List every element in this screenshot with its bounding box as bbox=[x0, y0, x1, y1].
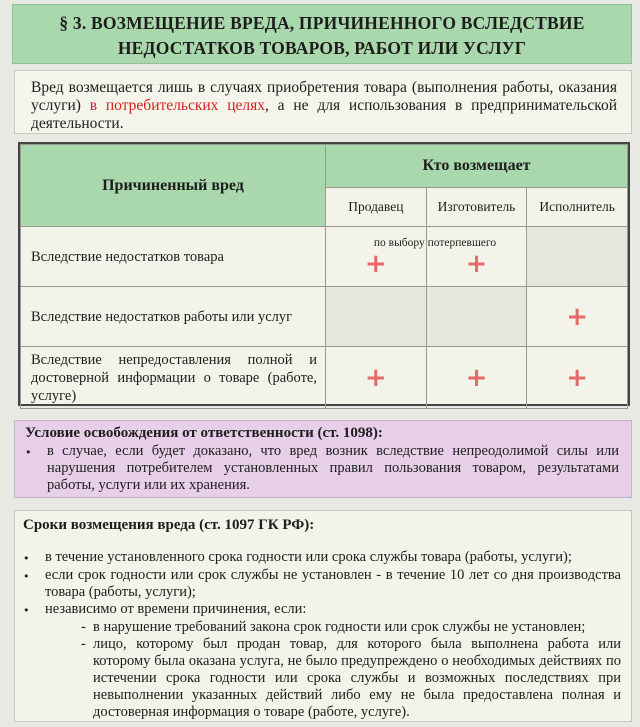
column-contractor: Исполнитель bbox=[527, 188, 628, 227]
plus-mark-icon: + bbox=[465, 362, 488, 393]
intro-paragraph bbox=[14, 70, 632, 134]
terms-item: если срок годности или срок службы не установлен - в течение 10 лет со дня производства товара (работы, услуги); bbox=[45, 567, 621, 600]
cell-seller bbox=[326, 347, 427, 409]
cell-contractor bbox=[527, 227, 628, 287]
cell-contractor bbox=[527, 347, 628, 409]
plus-mark-icon: + bbox=[566, 362, 589, 393]
column-seller: Продавец bbox=[326, 188, 427, 227]
list-item bbox=[23, 549, 621, 567]
list-item bbox=[25, 443, 619, 494]
plus-mark-icon: + bbox=[465, 248, 488, 279]
table-row bbox=[21, 227, 628, 287]
cell-manufacturer bbox=[426, 227, 527, 287]
list-item bbox=[23, 601, 621, 619]
choice-note: по выбору потерпевшего bbox=[373, 237, 497, 249]
column-manufacturer: Изготовитель bbox=[426, 188, 527, 227]
cell-seller bbox=[326, 287, 427, 347]
sub-list-item bbox=[23, 619, 621, 636]
cell-contractor bbox=[527, 287, 628, 347]
row-label: Вследствие непредоставления полной и достоверной информации о товаре (работе, услуге) bbox=[21, 347, 326, 409]
page-title bbox=[12, 4, 632, 64]
dash-icon: - bbox=[81, 619, 86, 635]
intro-text-after: , а не для использования в предпринимательской деятельности. bbox=[31, 97, 617, 132]
exemption-condition bbox=[14, 420, 632, 498]
plus-mark-icon: + bbox=[364, 248, 387, 279]
bullet-icon: • bbox=[23, 604, 30, 617]
plus-mark-icon: + bbox=[566, 301, 589, 332]
header-cause: Причиненный вред bbox=[21, 145, 326, 227]
dash-icon: - bbox=[81, 636, 86, 652]
bullet-icon: • bbox=[23, 552, 30, 565]
page-title-line-1: § 3. ВОЗМЕЩЕНИЕ ВРЕДА, ПРИЧИНЕННОГО ВСЛЕДСТВИЕ bbox=[59, 13, 585, 33]
cell-manufacturer bbox=[426, 347, 527, 409]
list-item bbox=[23, 567, 621, 601]
condition-item: в случае, если будет доказано, что вред возник вследствие непреодолимой силы или нарушения потребителем установленных правил пользования товаром, результатами работы, услуги или их хранения. bbox=[47, 443, 619, 493]
terms-subitem: в нарушение требований закона срок годности или срок службы не установлен; bbox=[93, 619, 586, 635]
plus-mark-icon: + bbox=[364, 362, 387, 393]
terms-subitem: лицо, которому был продан товар, для которого была выполнена работа или которому была оказана услуга, не было предупреждено о необходимых действиях по истечении срока годности или срока службы и возможных последствиях при невыполнении указанных действий либо ему не была предоставлена полная и достоверная информация о товаре (работе, услуге). bbox=[93, 636, 621, 720]
row-label: Вследствие недостатков товара bbox=[21, 227, 326, 287]
sub-list-item bbox=[23, 636, 621, 721]
intro-highlight: в потребительских целях bbox=[89, 97, 265, 114]
compensation-terms bbox=[14, 510, 632, 722]
condition-title: Условие освобождения от ответственности (ст. 1098): bbox=[25, 425, 383, 441]
table-row bbox=[21, 287, 628, 347]
page-title-line-2: НЕДОСТАТКОВ ТОВАРОВ, РАБОТ ИЛИ УСЛУГ bbox=[117, 38, 527, 58]
intro-text-before: Вред возмещается лишь в случаях приобретения товара (выполнения работы, оказания услуги) bbox=[31, 79, 617, 114]
terms-title: Сроки возмещения вреда (ст. 1097 ГК РФ): bbox=[23, 517, 315, 533]
terms-item: независимо от времени причинения, если: bbox=[45, 601, 307, 617]
header-who: Кто возмещает bbox=[326, 145, 628, 188]
terms-item: в течение установленного срока годности или срока службы товара (работы, услуги); bbox=[45, 549, 572, 565]
row-label: Вследствие недостатков работы или услуг bbox=[21, 287, 326, 347]
table-row bbox=[21, 347, 628, 409]
cell-manufacturer bbox=[426, 287, 527, 347]
bullet-icon: • bbox=[23, 570, 30, 583]
liability-table bbox=[18, 142, 630, 406]
cell-seller bbox=[326, 227, 497, 287]
bullet-icon: • bbox=[25, 446, 32, 459]
